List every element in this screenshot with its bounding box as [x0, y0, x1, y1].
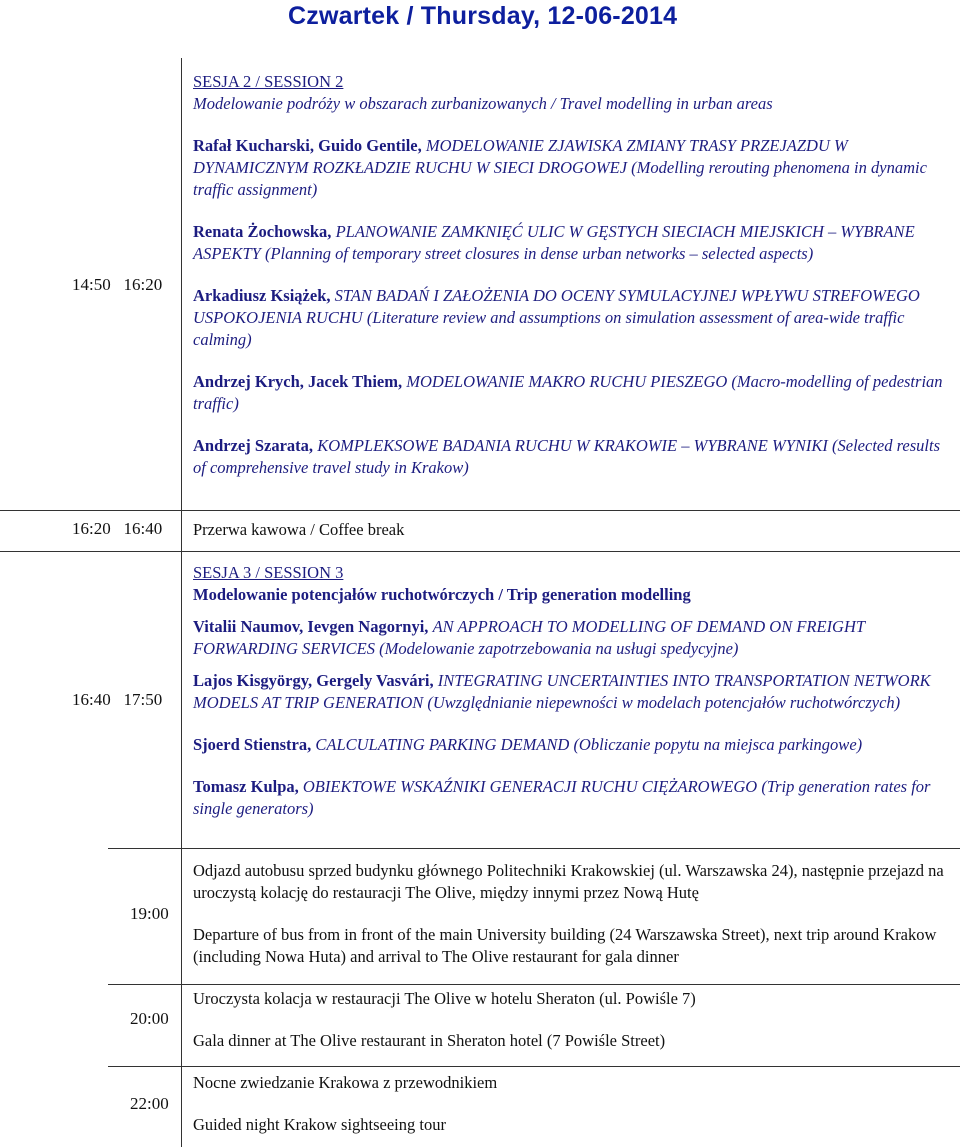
- row-divider: [108, 1066, 960, 1067]
- session-3-cell: [193, 562, 953, 820]
- talk-item: [193, 616, 953, 660]
- talk-title: PLANOWANIE ZAMKNIĘĆ ULIC W GĘSTYCH SIECIACH MIEJSKICH – WYBRANE ASPEKTY: [193, 222, 915, 263]
- row-divider: [108, 848, 960, 849]
- talk-authors: Andrzej Szarata,: [193, 436, 314, 455]
- time-start: 16:40: [72, 690, 111, 709]
- row-divider: [0, 510, 960, 511]
- session-subtitle: Modelowanie potencjałów ruchotwórczych / Trip generation modelling: [193, 585, 691, 604]
- time-end: 17:50: [123, 690, 163, 709]
- time-slot-evening: 20:00: [130, 1009, 169, 1028]
- talk-translation: (Uwzględnianie niepewności w modelach potencjałów ruchotwórczych): [427, 693, 901, 712]
- row-divider: [108, 984, 960, 985]
- time-start: 16:20: [72, 519, 111, 538]
- talk-authors: Sjoerd Stienstra,: [193, 735, 312, 754]
- talk-authors: Vitalii Naumov, Ievgen Nagornyi,: [193, 617, 429, 636]
- event-text-pl: Uroczysta kolacja w restauracji The Olive w hotelu Sheraton (ul. Powiśle 7): [193, 989, 696, 1008]
- talk-title: MODELOWANIE MAKRO RUCHU PIESZEGO: [406, 372, 728, 391]
- talk-title: CALCULATING PARKING DEMAND: [315, 735, 570, 754]
- talk-authors: Arkadiusz Książek,: [193, 286, 331, 305]
- talk-authors: Tomasz Kulpa,: [193, 777, 299, 796]
- coffee-break-cell: [193, 519, 953, 541]
- event-text-en: Guided night Krakow sightseeing tour: [193, 1115, 446, 1134]
- talk-item: [193, 435, 953, 479]
- talk-translation: (Planning of temporary street closures in dense urban networks – selected aspects): [264, 244, 814, 263]
- time-start: 14:50: [72, 275, 111, 294]
- talk-title: STAN BADAŃ I ZAŁOŻENIA DO OCENY SYMULACYJNEJ WPŁYWU STREFOWEGO USPOKOJENIA RUCHU: [193, 286, 920, 327]
- event-text-en: Departure of bus from in front of the main University building (24 Warszawska Street), next trip around Krakow (including Nowa Huta) and arrival to The Olive restaurant for gala dinner: [193, 925, 937, 966]
- talk-translation: (Trip generation rates for single generators): [193, 777, 931, 818]
- session-label: SESJA 3 / SESSION 3: [193, 563, 344, 582]
- talk-translation: (Literature review and assumptions on simulation assessment of area-wide traffic calming): [193, 308, 905, 349]
- evening-event-cell: [193, 988, 953, 1052]
- time-slot-session-2: [72, 275, 162, 295]
- time-slot-evening: 19:00: [130, 904, 169, 923]
- talk-title: OBIEKTOWE WSKAŹNIKI GENERACJI RUCHU CIĘŻAROWEGO: [302, 777, 758, 796]
- row-divider: [0, 551, 960, 552]
- event-text-en: Gala dinner at The Olive restaurant in Sheraton hotel (7 Powiśle Street): [193, 1031, 666, 1050]
- talk-translation: (Macro-modelling of pedestrian traffic): [193, 372, 943, 413]
- time-slot-session-3: [72, 690, 162, 710]
- talk-item: [193, 221, 953, 265]
- talk-translation: (Selected results of comprehensive travel study in Krakow): [193, 436, 940, 477]
- session-subtitle: Modelowanie podróży w obszarach zurbanizowanych / Travel modelling in urban areas: [193, 94, 773, 113]
- talk-title: KOMPLEKSOWE BADANIA RUCHU W KRAKOWIE – WYBRANE WYNIKI: [317, 436, 828, 455]
- talk-translation: (Obliczanie popytu na miejsca parkingowe): [573, 735, 863, 754]
- talk-authors: Andrzej Krych, Jacek Thiem,: [193, 372, 403, 391]
- talk-item: [193, 776, 953, 820]
- talk-authors: Rafał Kucharski, Guido Gentile,: [193, 136, 422, 155]
- talk-item: [193, 135, 953, 201]
- talk-authors: Renata Żochowska,: [193, 222, 332, 241]
- evening-event-cell: [193, 1072, 953, 1136]
- event-text-pl: Nocne zwiedzanie Krakowa z przewodnikiem: [193, 1073, 498, 1092]
- evening-event-cell: [193, 860, 953, 968]
- coffee-break-label: Przerwa kawowa / Coffee break: [193, 520, 405, 539]
- event-text-pl: Odjazd autobusu sprzed budynku głównego Politechniki Krakowskiej (ul. Warszawska 24), następnie przejazd na uroczystą kolację do restauracji The Olive, między innymi przez Nową Hutę: [193, 861, 944, 902]
- talk-translation: (Modelling rerouting phenomena in dynamic traffic assignment): [193, 158, 927, 199]
- talk-authors: Lajos Kisgyörgy, Gergely Vasvári,: [193, 671, 434, 690]
- talk-item: [193, 285, 953, 351]
- time-end: 16:40: [123, 519, 163, 538]
- talk-title: MODELOWANIE ZJAWISKA ZMIANY TRASY PRZEJAZDU W DYNAMICZNYM ROZKŁADZIE RUCHU W SIECI DROGOWEJ: [193, 136, 848, 177]
- talk-item: [193, 371, 953, 415]
- talk-item: [193, 734, 953, 756]
- talk-title: AN APPROACH TO MODELLING OF DEMAND ON FREIGHT FORWARDING SERVICES: [193, 617, 865, 658]
- time-end: 16:20: [123, 275, 163, 294]
- page-title: Czwartek / Thursday, 12-06-2014: [288, 2, 678, 30]
- talk-translation: (Modelowanie zapotrzebowania na usługi spedycyjne): [379, 639, 739, 658]
- session-2-cell: [193, 71, 953, 479]
- talk-title: INTEGRATING UNCERTAINTIES INTO TRANSPORTATION NETWORK MODELS AT TRIP GENERATION: [193, 671, 931, 712]
- time-slot-evening: 22:00: [130, 1094, 169, 1113]
- session-label: SESJA 2 / SESSION 2: [193, 72, 344, 91]
- time-slot-break: [72, 519, 162, 539]
- talk-item: [193, 670, 953, 714]
